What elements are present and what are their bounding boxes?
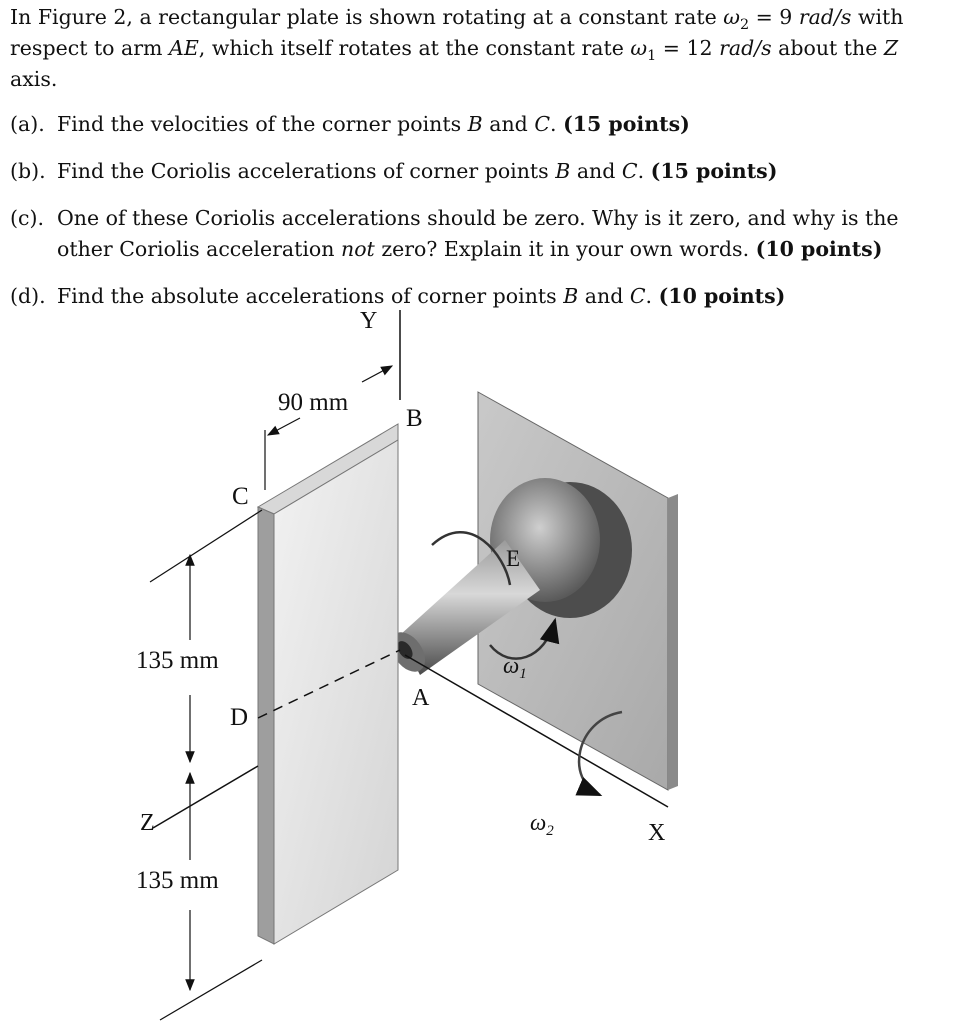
part-c: (c). One of these Coriolis accelerations should be zero. Why is it zero, and why is the other Coriolis acceleration not zero? Explain it in your own words. (10 points) xyxy=(10,203,946,265)
label-b: B xyxy=(406,405,423,432)
label-x: X xyxy=(648,820,666,846)
ext-line-top xyxy=(150,510,262,582)
part-a: (a). Find the velocities of the corner points B and C. (15 points) xyxy=(10,109,946,140)
label-e: E xyxy=(506,546,521,571)
label-y: Y xyxy=(360,308,378,334)
label-omega2: $\omega_2$ xyxy=(530,810,554,839)
ext-line-bottom xyxy=(160,960,262,1020)
part-label: (a). xyxy=(10,112,45,136)
label-upper-height: 135 mm xyxy=(136,647,219,674)
z-axis xyxy=(153,766,258,828)
dim-arrow-width-left xyxy=(268,418,300,435)
points: (10 points) xyxy=(658,284,786,308)
dim-arrow-width-right xyxy=(362,366,392,382)
points: (15 points) xyxy=(650,159,778,183)
label-c: C xyxy=(232,483,249,510)
part-b: (b). Find the Coriolis accelerations of corner points B and C. (15 points) xyxy=(10,156,946,187)
part-label: (c). xyxy=(10,206,44,230)
problem-intro: In Figure 2, a rectangular plate is shown rotating at a constant rate $\omega_2 = 9$ rad/s with respect to arm AE, which itself rotates at the constant rate $\omega_1 = 12$ rad/s about the Z axis. xyxy=(10,5,904,91)
label-z: Z xyxy=(140,810,155,836)
part-label: (d). xyxy=(10,284,46,308)
part-label: (b). xyxy=(10,159,46,183)
label-a: A xyxy=(412,685,430,711)
problem-text xyxy=(10,2,946,328)
label-d: D xyxy=(230,704,249,731)
label-width: 90 mm xyxy=(278,389,349,416)
label-omega1: $\omega_1$ xyxy=(503,653,527,682)
figure-2 xyxy=(0,300,956,1024)
part-d: (d). Find the absolute accelerations of corner points B and C. (10 points) xyxy=(10,281,946,312)
points: (15 points) xyxy=(563,112,690,136)
label-lower-height: 135 mm xyxy=(136,867,219,894)
points: (10 points) xyxy=(755,237,883,261)
